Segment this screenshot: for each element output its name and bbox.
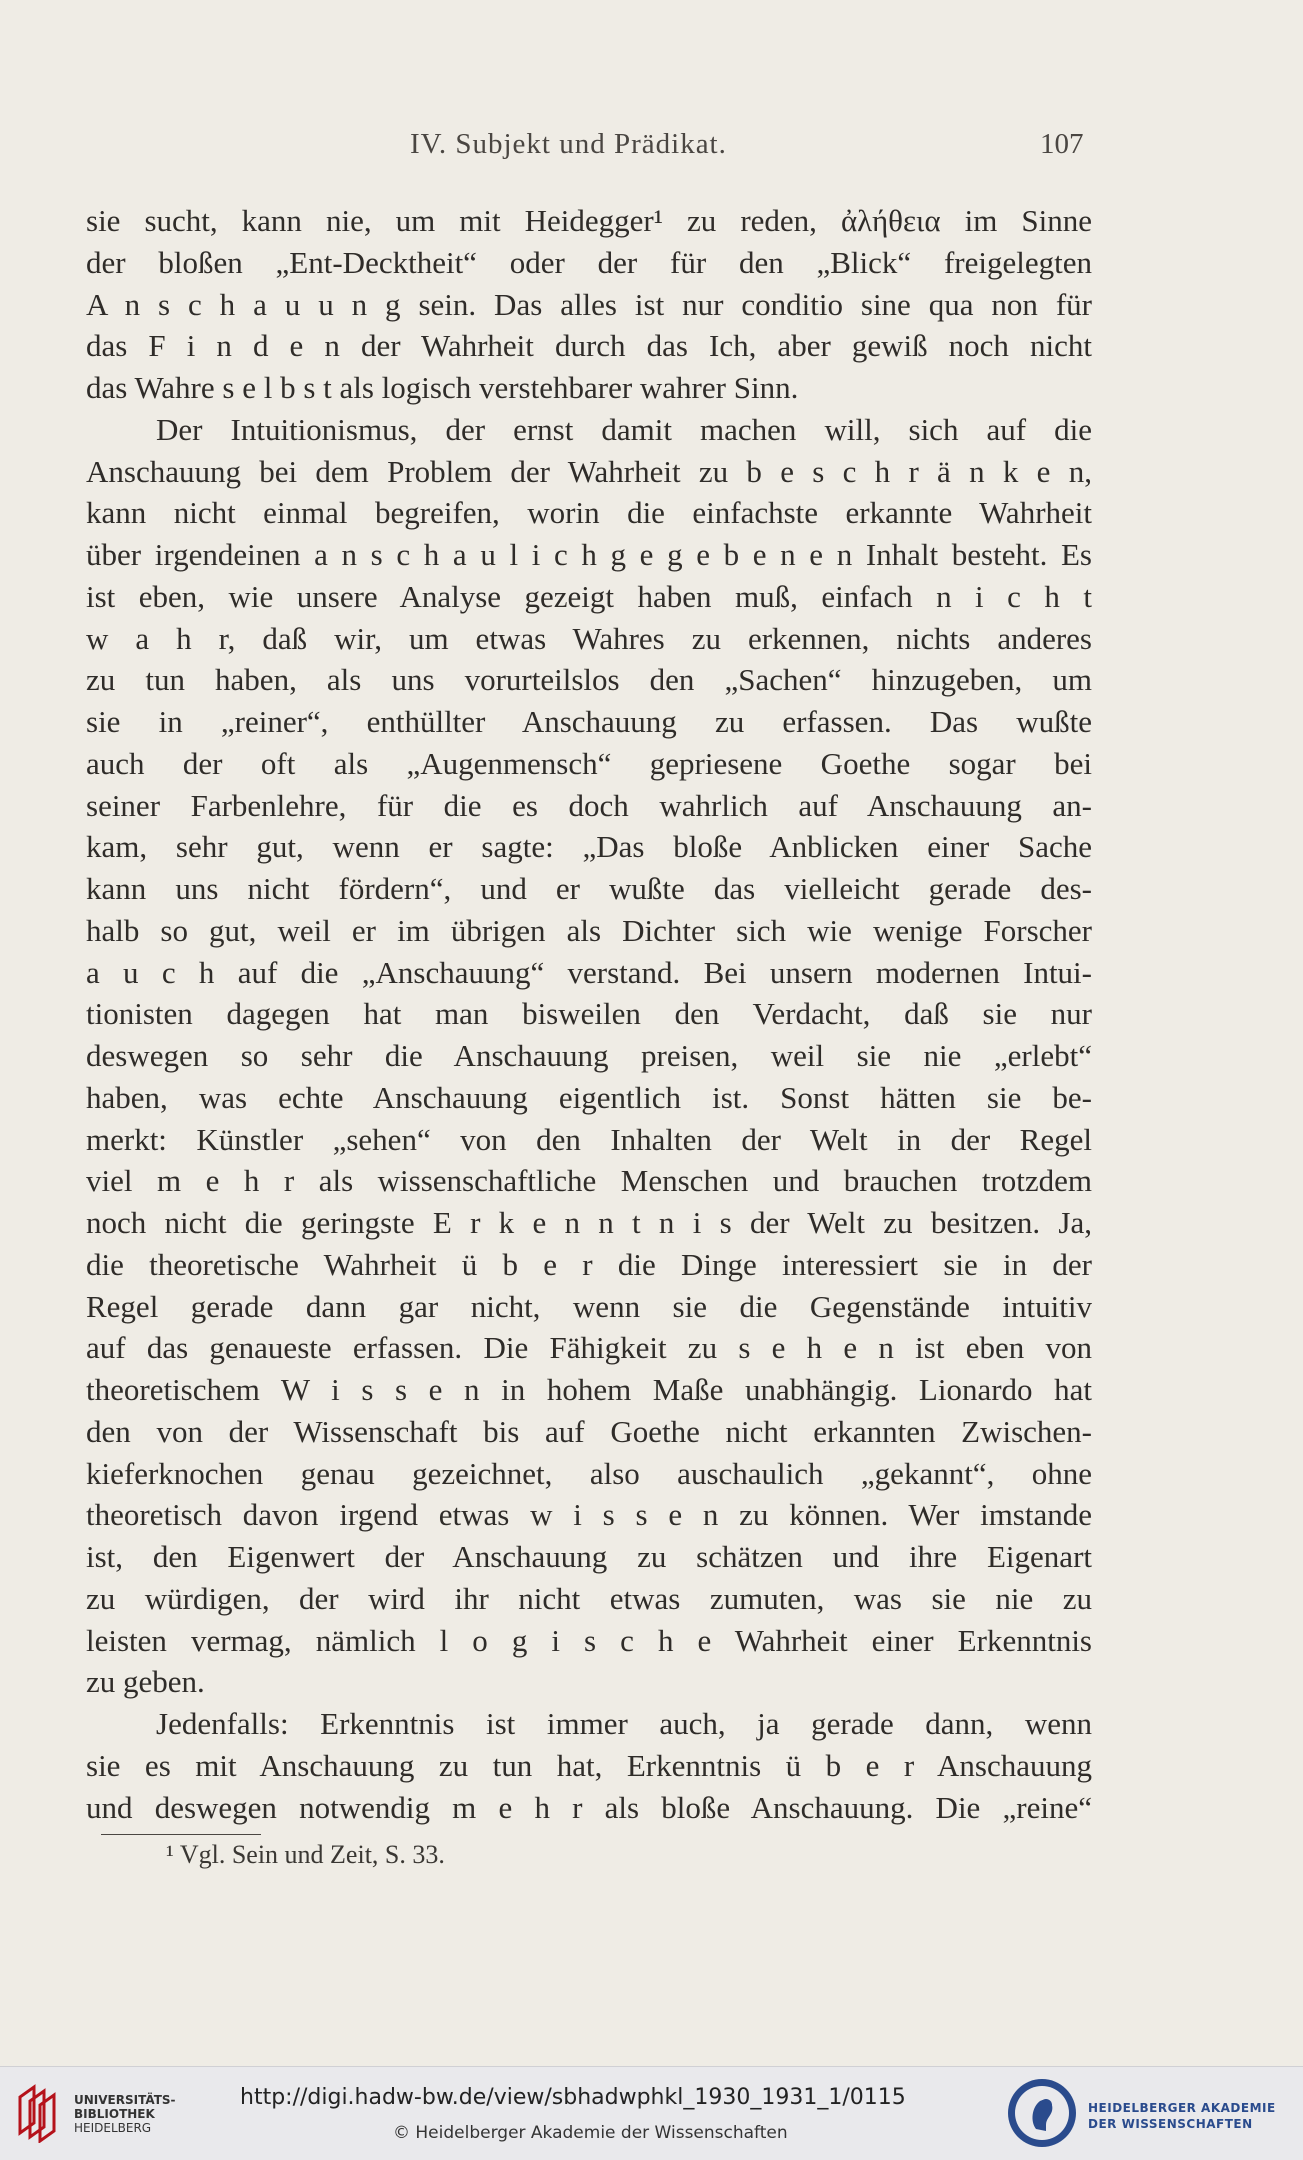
footnote: ¹ Vgl. Sein und Zeit, S. 33. — [166, 1840, 445, 1869]
body-text — [86, 200, 1092, 1828]
text-line: kieferknochen genau gezeichnet, also auschaulich „gekannt“, ohne — [86, 1455, 1092, 1491]
text-line: die theoretische Wahrheit ü b e r die Dinge interessiert sie in der — [86, 1246, 1092, 1282]
text-line: w a h r, daß wir, um etwas Wahres zu erkennen, nichts anderes — [86, 620, 1092, 656]
text-line: zu würdigen, der wird ihr nicht etwas zumuten, was sie nie zu — [86, 1580, 1092, 1616]
text-line: theoretisch davon irgend etwas w i s s e n zu können. Wer imstande — [86, 1497, 1092, 1533]
text-line: Jedenfalls: Erkenntnis ist immer auch, ja gerade dann, wenn — [156, 1706, 1092, 1741]
footnote-divider — [101, 1834, 261, 1835]
text-line: noch nicht die geringste E r k e n n t n i s der Welt zu besitzen. Ja, — [86, 1205, 1092, 1240]
academy-name-line: HEIDELBERGER AKADEMIE — [1088, 2101, 1276, 2115]
academy-name — [1088, 2100, 1276, 2132]
academy-seal-icon — [1006, 2077, 1078, 2149]
viewer-footer — [0, 2066, 1303, 2160]
text-line: a u c h auf die „Anschauung“ verstand. Bei unsern modernen Intui- — [86, 954, 1092, 990]
text-line: halb so gut, weil er im übrigen als Dichter sich wie wenige Forscher — [86, 912, 1092, 948]
text-line: das Wahre s e l b s t als logisch verstehbarer wahrer Sinn. — [86, 370, 799, 405]
text-line: merkt: Künstler „sehen“ von den Inhalten der Welt in der Regel — [86, 1121, 1092, 1157]
text-line: theoretischem W i s s e n in hohem Maße unabhängig. Lionardo hat — [86, 1372, 1092, 1407]
text-line: Regel gerade dann gar nicht, wenn sie die Gegenstände intuitiv — [86, 1288, 1092, 1324]
text-line: haben, was echte Anschauung eigentlich ist. Sonst hätten sie be- — [86, 1079, 1092, 1115]
copyright-notice: © Heidelberger Akademie der Wissenschaften — [393, 2123, 788, 2143]
text-line: zu geben. — [86, 1664, 205, 1700]
text-line: kann uns nicht fördern“, und er wußte das vielleicht gerade des- — [86, 871, 1092, 906]
permalink-url[interactable]: http://digi.hadw-bw.de/view/sbhadwphkl_1930_1931_1/0115 — [240, 2085, 906, 2110]
page-number: 107 — [1040, 128, 1084, 160]
text-line: auch der oft als „Augenmensch“ gepriesene Goethe sogar bei — [86, 745, 1092, 781]
text-line: das F i n d e n der Wahrheit durch das Ich, aber gewiß noch nicht — [86, 328, 1092, 364]
text-line: Anschauung bei dem Problem der Wahrheit zu b e s c h r ä n k e n, — [86, 453, 1092, 489]
library-name-line: HEIDELBERG — [74, 2121, 152, 2135]
text-line: seiner Farbenlehre, für die es doch wahrlich auf Anschauung an- — [86, 787, 1092, 823]
library-name-line: BIBLIOTHEK — [74, 2107, 155, 2121]
text-line: sie in „reiner“, enthüllter Anschauung zu erfassen. Das wußte — [86, 704, 1092, 739]
text-line: auf das genaueste erfassen. Die Fähigkeit zu s e h e n ist eben von — [86, 1330, 1092, 1366]
text-line: viel m e h r als wissenschaftliche Menschen und brauchen trotzdem — [86, 1163, 1092, 1199]
text-line: leisten vermag, nämlich l o g i s c h e Wahrheit einer Erkenntnis — [86, 1622, 1092, 1658]
text-line: sie sucht, kann nie, um mit Heidegger¹ zu reden, ἀλήθεια im Sinne — [86, 203, 1092, 238]
text-line: tionisten dagegen hat man bisweilen den Verdacht, daß sie nur — [86, 996, 1092, 1032]
text-line: der bloßen „Ent-Decktheit“ oder der für den „Blick“ freigelegten — [86, 244, 1092, 280]
library-name-line: UNIVERSITÄTS- — [74, 2093, 176, 2107]
university-library-logo-icon — [14, 2081, 68, 2143]
text-line: zu tun haben, als uns vorurteilslos den „Sachen“ hinzugeben, um — [86, 662, 1092, 698]
running-header — [0, 128, 1303, 168]
text-line: kam, sehr gut, wenn er sagte: „Das bloße Anblicken einer Sache — [86, 829, 1092, 865]
academy-name-line: DER WISSENSCHAFTEN — [1088, 2117, 1253, 2131]
text-line: ist, den Eigenwert der Anschauung zu schätzen und ihre Eigenart — [86, 1539, 1092, 1574]
university-library-name — [74, 2093, 176, 2135]
text-line: und deswegen notwendig m e h r als bloße Anschauung. Die „reine“ — [86, 1789, 1092, 1825]
text-line: den von der Wissenschaft bis auf Goethe nicht erkannten Zwischen- — [86, 1413, 1092, 1449]
text-line: A n s c h a u u n g sein. Das alles ist nur conditio sine qua non für — [86, 286, 1092, 322]
text-line: Der Intuitionismus, der ernst damit machen will, sich auf die — [156, 411, 1092, 447]
running-title: IV. Subjekt und Prädikat. — [410, 128, 727, 160]
text-line: sie es mit Anschauung zu tun hat, Erkenntnis ü b e r Anschauung — [86, 1747, 1092, 1783]
text-line: über irgendeinen a n s c h a u l i c h g e g e b e n e n Inhalt besteht. Es — [86, 537, 1092, 572]
text-line: deswegen so sehr die Anschauung preisen, weil sie nie „erlebt“ — [86, 1038, 1092, 1073]
text-line: ist eben, wie unsere Analyse gezeigt haben muß, einfach n i c h t — [86, 578, 1092, 614]
text-line: kann nicht einmal begreifen, worin die einfachste erkannte Wahrheit — [86, 495, 1092, 531]
